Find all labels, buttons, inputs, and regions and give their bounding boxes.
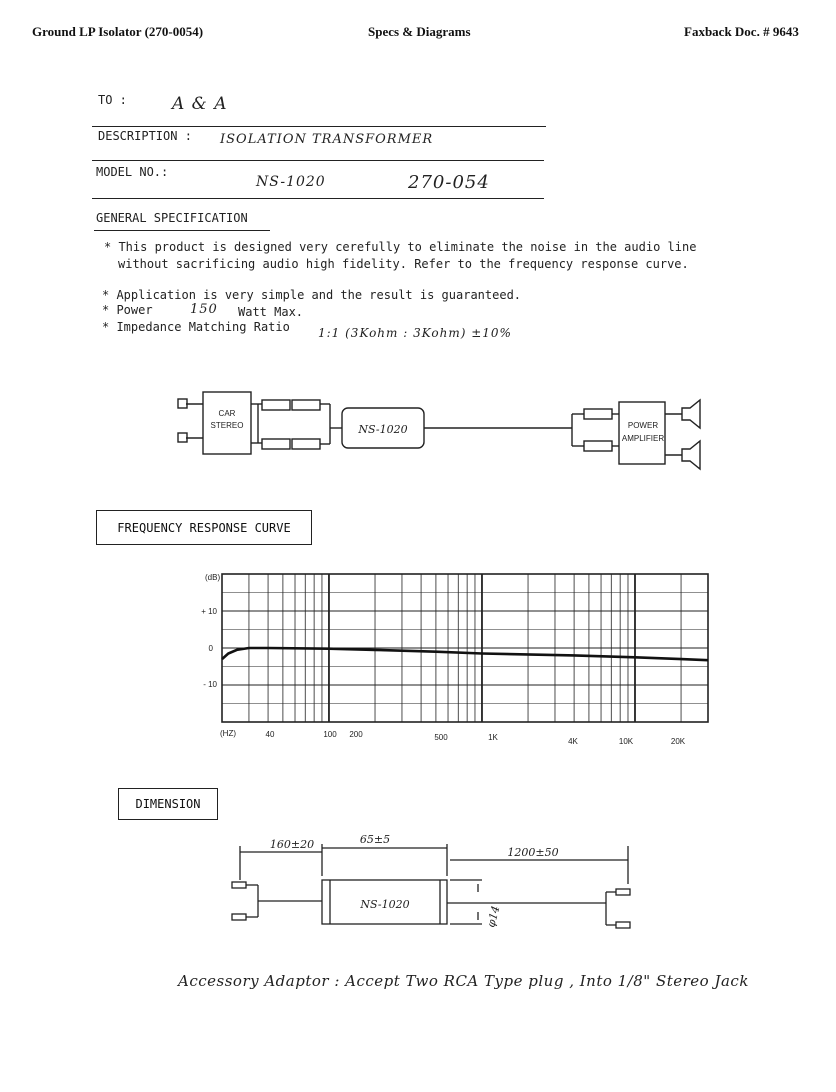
dimension-body [322,880,447,924]
x-tick-10k: 10K [618,737,634,746]
dim-right: 1200±50 [507,846,559,859]
model-label: MODEL NO.: [96,165,169,179]
doc-title: Ground LP Isolator (270-0054) [32,24,204,39]
dim-height: φ14 [484,904,503,929]
dimension-heading-text: DIMENSION [135,797,201,811]
to-label: TO : [98,93,127,107]
spec-line-2: * Application is very simple and the result is guaranteed. [102,288,522,302]
model-value-2: 270-054 [408,172,490,193]
x-tick-200: 200 [349,730,363,739]
description-label: DESCRIPTION : [98,129,192,143]
y-tick-0: 0 [208,644,213,653]
to-rule [92,126,546,127]
x-tick-1k: 1K [488,733,498,742]
chart-x-unit: (HZ) [220,729,236,738]
chart-y-unit: (dB) [205,573,221,582]
to-value: A & A [172,94,228,114]
dimension-heading [118,788,218,820]
dim-left: 160±20 [269,838,315,851]
y-tick-plus10: + 10 [201,607,217,616]
amplifier-label-2: AMPLIFIER [621,434,665,443]
description-rule [92,160,544,161]
x-tick-100: 100 [323,730,337,739]
isolator-box [342,408,424,448]
accessory-note: Accessory Adaptor : Accept Two RCA Type plug , Into 1/8" Stereo Jack [178,972,749,990]
amplifier-box [619,402,665,464]
car-stereo-label-2: STEREO [210,421,244,430]
model-rule [92,198,544,199]
doc-section: Specs & Diagrams [368,24,471,39]
spec-line-1b: without sacrificing audio high fidelity. Refer to the frequency response curve. [118,257,689,271]
spec-line-3-value: 150 [190,302,218,317]
frequency-heading [96,510,312,545]
description-value: ISOLATION TRANSFORMER [220,132,434,147]
x-tick-20k: 20K [670,737,686,746]
model-value-1: NS-1020 [256,174,326,190]
spec-line-4-label: * Impedance Matching Ratio [102,320,290,334]
y-tick-minus10: - 10 [203,680,217,689]
spec-line-1a: * This product is designed very cerefully to eliminate the noise in the audio line [104,240,697,254]
car-stereo-label-1: CAR [218,409,236,418]
spec-line-3-label: * Power [102,303,153,317]
dim-body-label: NS-1020 [360,898,410,911]
dim-body: 65±5 [359,833,391,846]
chart-frame [222,574,708,722]
doc-number: Faxback Doc. # 9643 [684,24,799,39]
x-tick-500: 500 [434,733,448,742]
x-tick-40: 40 [265,730,275,739]
spec-heading: GENERAL SPECIFICATION [96,211,248,225]
response-curve [222,648,708,660]
spec-heading-rule [94,230,270,231]
amplifier-label-1: POWER [627,421,659,430]
car-stereo-box [203,392,251,454]
spec-line-4-value: 1:1 (3Kohm : 3Kohm) ±10% [318,326,512,340]
x-tick-4k: 4K [568,737,578,746]
spec-line-3-suffix: Watt Max. [238,305,304,319]
isolator-label: NS-1020 [358,423,408,436]
frequency-heading-text: FREQUENCY RESPONSE CURVE [117,520,291,535]
